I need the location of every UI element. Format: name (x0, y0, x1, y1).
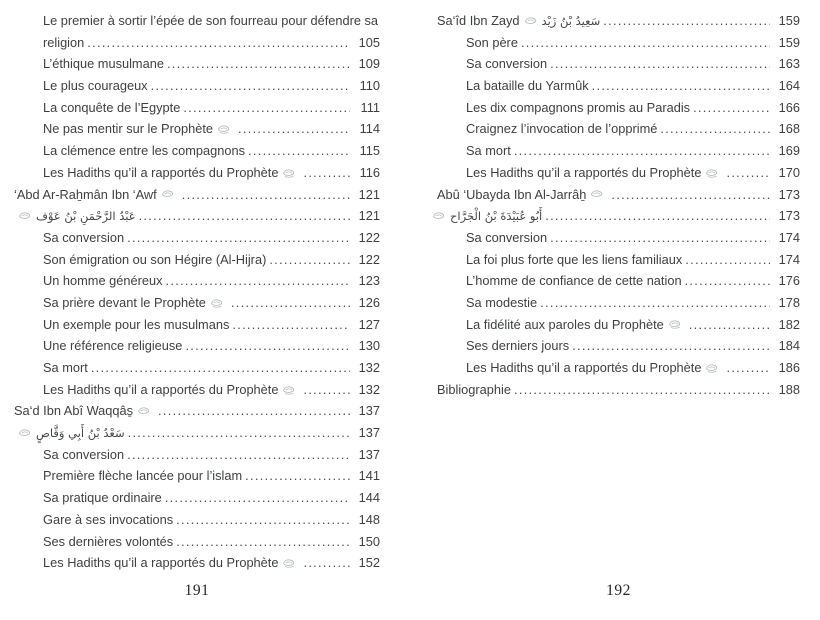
ra-honorific-icon (524, 16, 538, 26)
toc-page-ref: 121 (358, 208, 380, 224)
dot-leader (128, 422, 350, 444)
dot-leader (603, 10, 770, 32)
toc-entry-text: Gare à ses invocations (43, 511, 174, 527)
dot-leader (269, 249, 350, 271)
toc-page-ref: 166 (778, 99, 800, 115)
toc-row (437, 32, 800, 54)
dot-leader (550, 227, 770, 249)
toc-row (14, 552, 380, 574)
toc-row (437, 53, 800, 75)
toc-row (14, 509, 380, 531)
toc-entry-arabic: أَبُو عُبَيْدَةَ بْنُ الْجَرَّاح (450, 209, 543, 224)
toc-entry-text: Les Hadiths qu’il a rapportés du Prophète (466, 360, 702, 375)
toc-page-ref: 111 (360, 99, 380, 115)
toc-page-ref: 148 (358, 511, 380, 527)
toc-page-ref: 152 (358, 555, 380, 571)
ra-honorific-icon (161, 189, 175, 199)
toc-entry-text: Abû ‘Ubayda Ibn Al-Jarrâẖ (437, 186, 587, 202)
dot-leader (185, 335, 350, 357)
toc-page-ref: 122 (358, 251, 380, 267)
toc-entry-text: Sa conversion (43, 229, 125, 245)
toc-page-ref: 163 (778, 56, 800, 72)
dot-leader (166, 270, 350, 292)
toc-row (14, 184, 380, 206)
toc-page-ref: 114 (359, 121, 380, 137)
toc-row (14, 227, 380, 249)
toc-entry-text: Sa mort (43, 360, 88, 375)
toc-page-ref: 127 (358, 316, 380, 332)
toc-row (14, 335, 380, 357)
dot-leader (303, 162, 350, 184)
toc-page-left (14, 10, 380, 574)
toc-row (437, 184, 800, 206)
toc-row (437, 162, 800, 184)
toc-page-ref: 174 (778, 229, 800, 245)
toc-entry-text: religion (43, 34, 85, 50)
toc-row (14, 487, 380, 509)
page-number-left: 191 (184, 582, 210, 599)
toc-entry-text: La foi plus forte que les liens familiaux (466, 251, 683, 267)
toc-row (437, 227, 800, 249)
ra-honorific-icon (590, 189, 604, 199)
dot-leader (165, 487, 350, 509)
toc-rows-right (437, 10, 800, 400)
toc-row (14, 379, 380, 401)
toc-page-ref: 170 (778, 164, 800, 180)
toc-entry-text: Les Hadiths qu’il a rapportés du Prophète (43, 164, 279, 180)
toc-row (14, 444, 380, 466)
toc-page-ref: 110 (359, 78, 380, 94)
dot-leader (167, 53, 350, 75)
toc-row (437, 379, 800, 401)
toc-rows-left (14, 10, 380, 574)
toc-row (14, 249, 380, 271)
saw-honorific-icon (282, 168, 296, 178)
dot-leader (693, 97, 770, 119)
toc-entry-text: Le plus courageux (43, 78, 148, 94)
dot-leader (521, 32, 770, 54)
toc-page-ref: 186 (778, 360, 800, 375)
toc-page-ref: 137 (358, 446, 380, 462)
ra-honorific-icon (432, 211, 446, 221)
toc-entry-text: Son père (466, 34, 518, 50)
toc-page-ref: 150 (358, 533, 380, 549)
toc-page-ref: 126 (358, 294, 380, 310)
dot-leader (726, 162, 770, 184)
toc-page-ref: 122 (358, 229, 380, 245)
toc-row (14, 205, 380, 227)
toc-entry-text: L’éthique musulmane (43, 56, 164, 72)
toc-page-ref: 173 (778, 208, 800, 224)
toc-entry-text: Sa modestie (466, 294, 538, 310)
toc-row (437, 292, 800, 314)
dot-leader (540, 292, 770, 314)
dot-leader (182, 184, 350, 206)
toc-entry-text: Ses dernières volontés (43, 533, 174, 549)
toc-entry-text: Le premier à sortir l’épée de son fourreau pour défendre sa (43, 13, 379, 28)
dot-leader (726, 357, 770, 379)
toc-entry-text: Les dix compagnons promis au Paradis (466, 99, 691, 115)
toc-entry-text: Sa conversion (466, 229, 548, 245)
dot-leader (611, 184, 770, 206)
toc-page-ref: 176 (778, 273, 800, 289)
saw-honorific-icon (705, 168, 719, 178)
toc-page-ref: 174 (778, 251, 800, 267)
toc-row (437, 75, 800, 97)
toc-entry-text: Les Hadiths qu’il a rapportés du Prophète (466, 164, 702, 180)
toc-entry-arabic: سَعْدُ بْنُ أَبِي وَقَّاصٍ (36, 426, 125, 441)
toc-entry-text: Première flèche lancée pour l’islam (43, 468, 243, 484)
toc-entry-text: Craignez l’invocation de l’opprimé (466, 121, 658, 137)
saw-honorific-icon (210, 298, 224, 308)
toc-row (14, 32, 380, 54)
toc-row (14, 75, 380, 97)
toc-entry-text: Sa pratique ordinaire (43, 490, 162, 506)
toc-row (14, 270, 380, 292)
toc-row (437, 357, 800, 379)
dot-leader (183, 97, 350, 119)
toc-page-ref: 178 (778, 294, 800, 310)
toc-row (14, 292, 380, 314)
ra-honorific-icon (137, 406, 151, 416)
dot-leader (127, 227, 350, 249)
dot-leader (139, 205, 350, 227)
dot-leader (303, 379, 350, 401)
toc-entry-text: Sa conversion (466, 56, 548, 72)
toc-row (14, 465, 380, 487)
toc-row (14, 97, 380, 119)
dot-leader (660, 118, 770, 140)
toc-entry-text: La fidélité aux paroles du Prophète (466, 316, 664, 332)
toc-page-ref: 164 (778, 78, 800, 94)
toc-entry-text: Un exemple pour les musulmans (43, 316, 230, 332)
toc-page-ref: 123 (358, 273, 380, 289)
dot-leader (685, 249, 770, 271)
dot-leader (572, 335, 770, 357)
toc-row (437, 140, 800, 162)
toc-row (437, 10, 800, 32)
toc-entry-text: Sa mort (466, 143, 511, 159)
toc-entry-text: Sa‘îd Ibn Zayd (437, 13, 520, 28)
toc-page-ref: 173 (778, 186, 800, 202)
toc-page-ref: 132 (358, 381, 380, 397)
toc-page-ref: 121 (358, 186, 380, 202)
dot-leader (158, 400, 350, 422)
toc-row (437, 118, 800, 140)
toc-page-ref: 159 (778, 34, 800, 50)
toc-entry-text: Son émigration ou son Hégire (Al-Hijra) (43, 251, 267, 267)
dot-leader (592, 75, 770, 97)
dot-leader (550, 53, 770, 75)
dot-leader (232, 314, 350, 336)
toc-entry-text: ‘Abd Ar-Raẖmân Ibn ‘Awf (14, 186, 157, 202)
saw-honorific-icon (282, 558, 296, 568)
toc-entry-arabic: سَعِيدُ بْنُ زَيْد (541, 14, 601, 28)
ra-honorific-icon (18, 211, 32, 221)
toc-entry-text: Bibliographie (437, 381, 511, 397)
toc-row (14, 140, 380, 162)
toc-row (14, 118, 380, 140)
ra-honorific-icon (18, 428, 32, 438)
toc-row (437, 314, 800, 336)
toc-page-ref: 130 (358, 338, 380, 354)
dot-leader (248, 140, 350, 162)
toc-row (14, 357, 380, 379)
toc-page-ref: 137 (358, 425, 380, 441)
dot-leader (514, 140, 770, 162)
toc-row (14, 10, 380, 32)
toc-row (14, 531, 380, 553)
toc-page-ref: 116 (359, 164, 380, 180)
toc-entry-text: La conquête de l’Egypte (43, 99, 181, 115)
toc-row (14, 314, 380, 336)
toc-entry-text: Ne pas mentir sur le Prophète (43, 121, 213, 137)
dot-leader (87, 32, 350, 54)
toc-entry-text: Un homme généreux (43, 273, 163, 289)
saw-honorific-icon (705, 363, 719, 373)
dot-leader (91, 357, 350, 379)
toc-entry-arabic: عَبْدُ الرَّحْمَنِ بْنُ عَوْف (36, 209, 136, 224)
toc-page-ref: 188 (778, 381, 800, 397)
toc-row (437, 270, 800, 292)
page-number-right: 192 (606, 582, 631, 599)
toc-row (437, 249, 800, 271)
toc-entry-text: Les Hadiths qu’il a rapportés du Prophète (43, 381, 279, 397)
toc-row (14, 400, 380, 422)
toc-entry-text: Sa‘d Ibn Abî Waqqâs̱ (14, 403, 134, 419)
dot-leader (238, 118, 350, 140)
dot-leader (545, 205, 770, 227)
toc-entry-text: Ses derniers jours (466, 338, 570, 354)
toc-row (14, 53, 380, 75)
toc-entry-text: Une référence religieuse (43, 338, 183, 354)
toc-page-ref: 109 (358, 56, 380, 72)
saw-honorific-icon (282, 385, 296, 395)
toc-row (428, 205, 800, 227)
toc-entry-text: Les Hadiths qu’il a rapportés du Prophète (43, 555, 279, 571)
toc-row (14, 422, 380, 444)
toc-page-ref: 141 (358, 468, 380, 484)
toc-page-ref: 184 (778, 338, 800, 354)
toc-page-ref: 182 (778, 316, 800, 332)
toc-entry-text: Sa conversion (43, 446, 125, 462)
saw-honorific-icon (668, 319, 682, 329)
toc-row (437, 335, 800, 357)
dot-leader (685, 270, 770, 292)
toc-entry-text: Sa prière devant le Prophète (43, 294, 206, 310)
toc-page-ref: 169 (778, 143, 800, 159)
dot-leader (151, 75, 350, 97)
toc-page-ref: 115 (359, 143, 380, 159)
toc-entry-text: La clémence entre les compagnons (43, 143, 246, 159)
toc-page-ref: 132 (358, 360, 380, 375)
toc-row (437, 97, 800, 119)
dot-leader (176, 531, 350, 553)
saw-honorific-icon (217, 124, 231, 134)
toc-page-ref: 137 (358, 403, 380, 419)
dot-leader (176, 509, 350, 531)
toc-page-ref: 105 (358, 34, 380, 50)
toc-page-ref: 144 (358, 490, 380, 506)
toc-page-ref: 159 (778, 13, 800, 28)
toc-entry-text: L’homme de confiance de cette nation (466, 273, 682, 289)
dot-leader (303, 552, 350, 574)
toc-row (14, 162, 380, 184)
dot-leader (127, 444, 350, 466)
dot-leader (689, 314, 770, 336)
toc-entry-text: La bataille du Yarmûk (466, 78, 589, 94)
dot-leader (245, 465, 350, 487)
toc-page-right (437, 10, 800, 400)
dot-leader (231, 292, 350, 314)
toc-page-ref: 168 (778, 121, 800, 137)
dot-leader (514, 379, 770, 401)
